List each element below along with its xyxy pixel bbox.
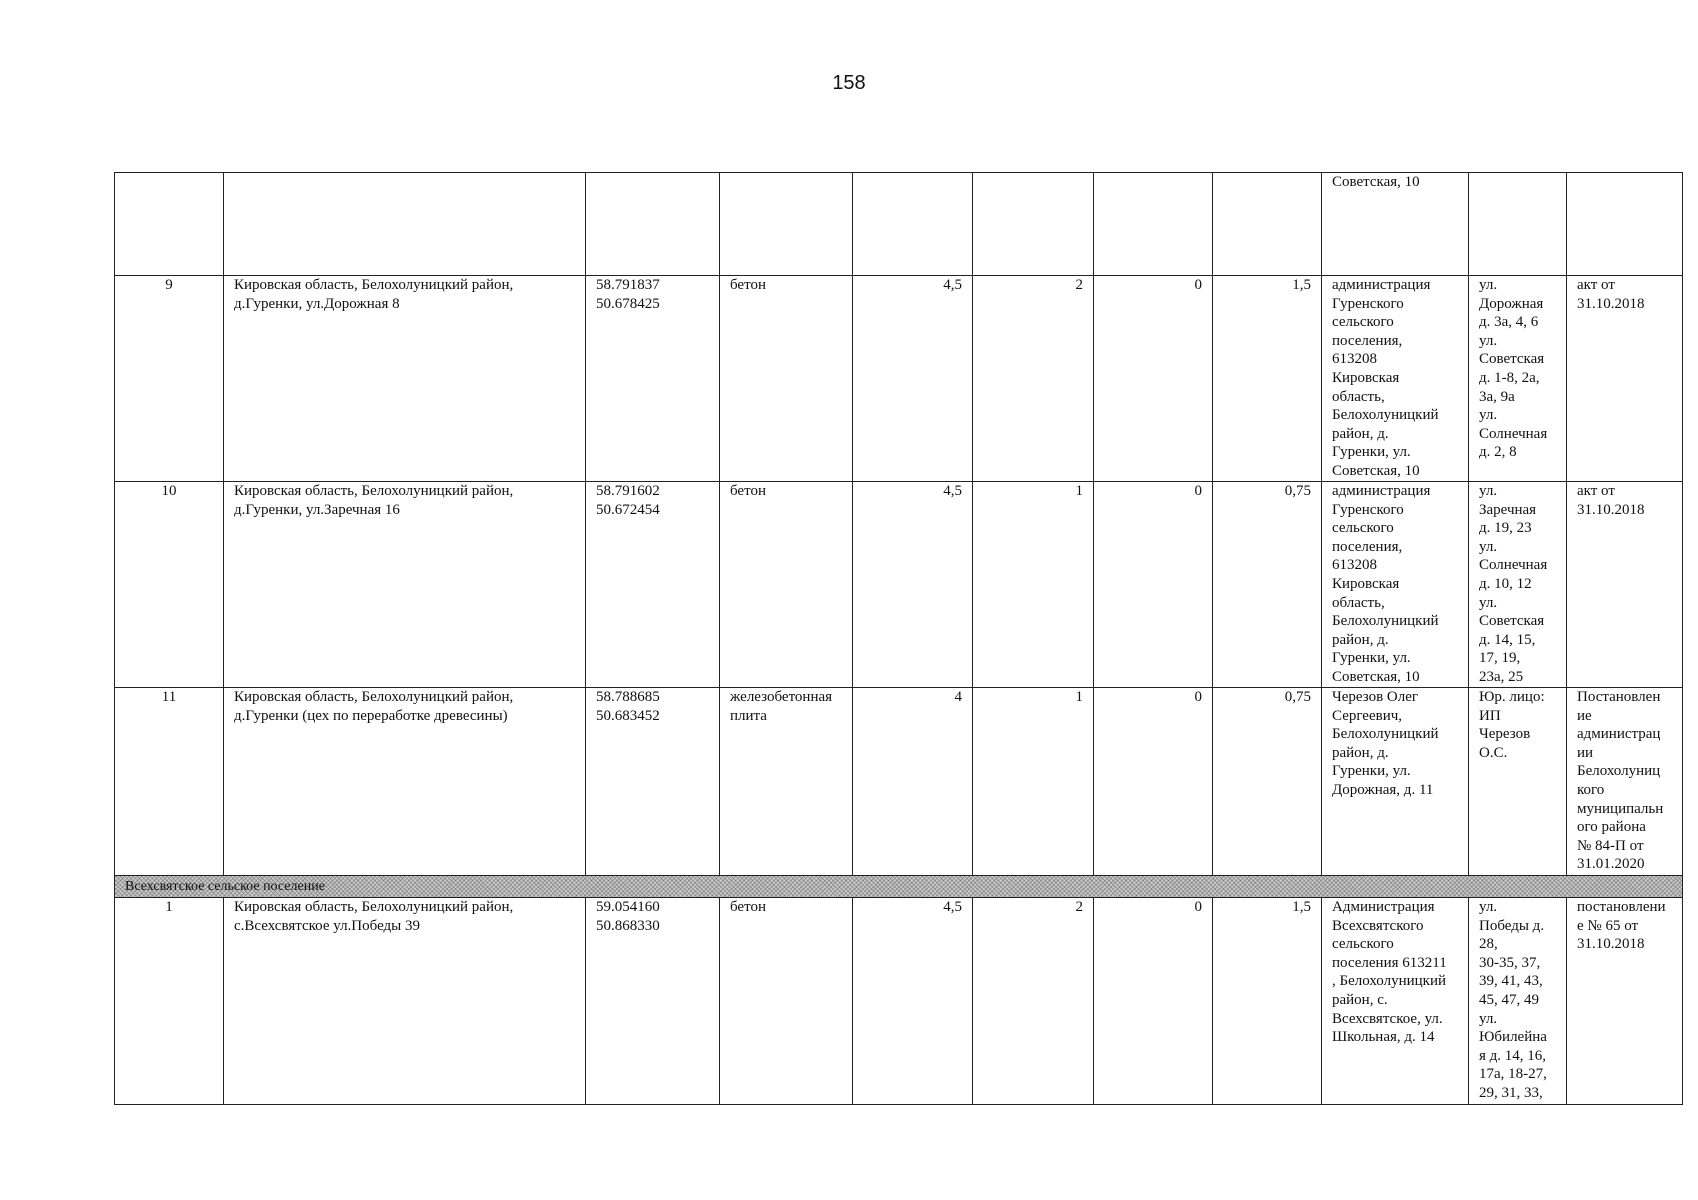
cell-coordinates: 58.791602 50.672454: [586, 482, 720, 688]
section-title: Всехсвятское сельское поселение: [115, 876, 1683, 898]
cell-sources: ул. Дорожная д. 3а, 4, 6 ул. Советская д. 1-8, 2а, 3а, 9а ул. Солнечная д. 2, 8: [1469, 276, 1567, 482]
cell-index: 1: [115, 898, 224, 1105]
cell-containers: [973, 173, 1094, 276]
cell-containers: 1: [973, 688, 1094, 876]
cell-extra: 0: [1094, 276, 1213, 482]
waste-sites-table: [114, 172, 1683, 1105]
cell-area: 4,5: [853, 482, 973, 688]
cell-extra: 0: [1094, 482, 1213, 688]
cell-coordinates: 58.791837 50.678425: [586, 276, 720, 482]
cell-document: постановлени е № 65 от 31.10.2018: [1567, 898, 1683, 1105]
table-row: [115, 276, 1683, 482]
cell-containers: 2: [973, 898, 1094, 1105]
cell-surface: бетон: [720, 482, 853, 688]
cell-address: Кировская область, Белохолуницкий район, д.Гуренки (цех по переработке древесины): [224, 688, 586, 876]
cell-address: Кировская область, Белохолуницкий район, с.Всехсвятское ул.Победы 39: [224, 898, 586, 1105]
cell-document: акт от 31.10.2018: [1567, 482, 1683, 688]
page-number: 158: [832, 72, 866, 94]
cell-owner: администрация Гуренского сельского поселения, 613208 Кировская область, Белохолуницкий район, д. Гуренки, ул. Советская, 10: [1322, 276, 1469, 482]
cell-surface: железобетонная плита: [720, 688, 853, 876]
cell-owner: администрация Гуренского сельского поселения, 613208 Кировская область, Белохолуницкий район, д. Гуренки, ул. Советская, 10: [1322, 482, 1469, 688]
cell-address: Кировская область, Белохолуницкий район, д.Гуренки, ул.Заречная 16: [224, 482, 586, 688]
table-row: [115, 482, 1683, 688]
cell-document: [1567, 173, 1683, 276]
cell-sources: [1469, 173, 1567, 276]
cell-volume: 0,75: [1213, 482, 1322, 688]
cell-extra: 0: [1094, 898, 1213, 1105]
cell-owner: Администрация Всехсвятского сельского поселения 613211 , Белохолуницкий район, с. Всехсвятское, ул. Школьная, д. 14: [1322, 898, 1469, 1105]
table-row: [115, 173, 1683, 276]
table-row: [115, 688, 1683, 876]
cell-index: 10: [115, 482, 224, 688]
cell-coordinates: 59.054160 50.868330: [586, 898, 720, 1105]
cell-sources: ул. Победы д. 28, 30-35, 37, 39, 41, 43, 45, 47, 49 ул. Юбилейна я д. 14, 16, 17а, 18-27, 29, 31, 33,: [1469, 898, 1567, 1105]
cell-address: [224, 173, 586, 276]
cell-area: [853, 173, 973, 276]
cell-area: 4,5: [853, 276, 973, 482]
cell-index: 9: [115, 276, 224, 482]
cell-surface: бетон: [720, 276, 853, 482]
cell-index: 11: [115, 688, 224, 876]
cell-owner: Советская, 10: [1322, 173, 1469, 276]
table-row: [115, 898, 1683, 1105]
cell-sources: Юр. лицо: ИП Черезов О.С.: [1469, 688, 1567, 876]
cell-owner: Черезов Олег Сергеевич, Белохолуницкий район, д. Гуренки, ул. Дорожная, д. 11: [1322, 688, 1469, 876]
cell-area: 4,5: [853, 898, 973, 1105]
cell-index: [115, 173, 224, 276]
cell-area: 4: [853, 688, 973, 876]
cell-volume: 1,5: [1213, 276, 1322, 482]
cell-coordinates: [586, 173, 720, 276]
cell-document: Постановлен ие администрац ии Белохолуниц кого муниципальн ого района № 84-П от 31.01.2020: [1567, 688, 1683, 876]
cell-volume: 1,5: [1213, 898, 1322, 1105]
cell-extra: 0: [1094, 688, 1213, 876]
cell-extra: [1094, 173, 1213, 276]
cell-volume: [1213, 173, 1322, 276]
cell-containers: 2: [973, 276, 1094, 482]
cell-surface: бетон: [720, 898, 853, 1105]
cell-surface: [720, 173, 853, 276]
cell-coordinates: 58.788685 50.683452: [586, 688, 720, 876]
cell-document: акт от 31.10.2018: [1567, 276, 1683, 482]
cell-address: Кировская область, Белохолуницкий район, д.Гуренки, ул.Дорожная 8: [224, 276, 586, 482]
section-header-row: [115, 876, 1683, 898]
cell-sources: ул. Заречная д. 19, 23 ул. Солнечная д. 10, 12 ул. Советская д. 14, 15, 17, 19, 23а, 25: [1469, 482, 1567, 688]
cell-volume: 0,75: [1213, 688, 1322, 876]
cell-containers: 1: [973, 482, 1094, 688]
